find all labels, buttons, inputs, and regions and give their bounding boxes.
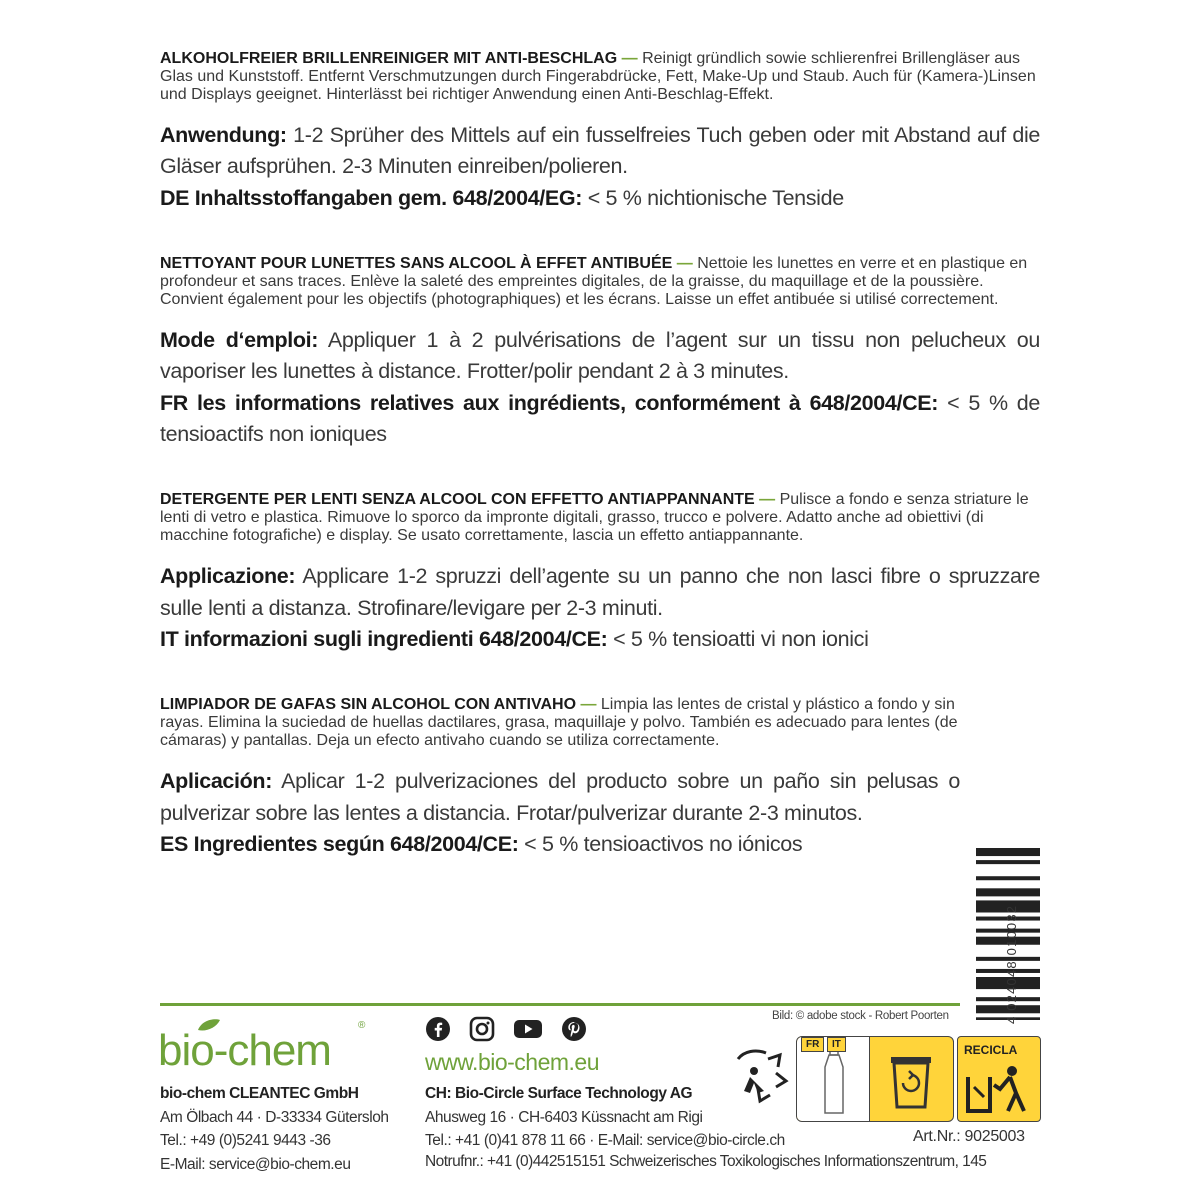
section-fr-ingredients	[160, 388, 1040, 451]
section-fr-desc: Nettoie les lunettes en verre et en plastique en profondeur et sans traces. Enlève la saleté des empreintes digitales, de la graisse, du maquillage et de la poussière. Convient également pour les objectifs (photographiques) et les écrans. Laisse un effet antibuée si utilisé correctement.	[160, 254, 1028, 308]
section-de-ingredients	[160, 183, 1040, 215]
section-de-usage	[160, 120, 1040, 183]
phone-email-ch: Tel.: +41 (0)41 878 11 66 · E-Mail: service@bio-circle.ch	[425, 1132, 785, 1149]
bottle-icon	[819, 1047, 849, 1117]
france-flag-icon	[160, 224, 202, 248]
section-fr-dash: —	[672, 254, 698, 272]
section-es-usage-label: Aplicación:	[160, 769, 273, 793]
instagram-icon[interactable]	[469, 1016, 495, 1042]
bio-chem-logo	[158, 1020, 365, 1076]
section-es-dash: —	[576, 696, 601, 713]
section-de-intro	[160, 18, 1040, 50]
emergency-number: Notrufnr.: +41 (0)442515151 Schweizerisches Toxikologisches Informationszentrum, 145	[425, 1153, 987, 1170]
section-it-ingredients-label: IT informazioni sugli ingredienti 648/2004/CE:	[160, 627, 608, 651]
company-name-de: bio-chem CLEANTEC GmbH	[160, 1085, 359, 1102]
recicla-symbol	[957, 1036, 1041, 1122]
section-it	[160, 460, 1040, 656]
section-it-usage-label: Applicazione:	[160, 564, 296, 588]
section-it-title: DETERGENTE PER LENTI SENZA ALCOOL CON EFFETTO ANTIAPPANNANTE	[160, 491, 755, 508]
social-icons	[425, 1016, 587, 1042]
recycle-triman-icon	[730, 1045, 792, 1107]
section-es-usage	[160, 766, 960, 829]
section-fr-ingredients-text: < 5 % de tensioactifs non ioniques	[160, 390, 1041, 446]
section-it-usage-text: Applicare 1-2 spruzzi dell’agente su un panno che non lasci fibre o spruzzare sulle lenti a distanza. Strofinare/levigare per 2-3 minuti.	[160, 564, 1040, 620]
section-es-desc: Limpia las lentes de cristal y plástico a fondo y sin rayas. Elimina la suciedad de huellas dactilares, grasa, maquillaje y polvo. También es adecuado para lentes (de cámaras) y pantallas. Deja un efecto antivaho cuando se utiliza correctamente.	[160, 696, 958, 749]
section-de-ingredients-text: < 5 % nichtionische Tenside	[582, 185, 844, 210]
recicla-label: RECICLA	[964, 1043, 1018, 1057]
section-it-ingredients	[160, 624, 1040, 656]
section-it-intro	[160, 460, 1040, 492]
street-ch: Ahusweg 16 · CH-6403 Küssnacht am Rigi	[425, 1108, 703, 1126]
email-de[interactable]: E-Mail: service@bio-chem.eu	[160, 1155, 351, 1173]
section-de-ingredients-label: DE Inhaltsstoffangaben gem. 648/2004/EG:	[160, 185, 583, 210]
italy-flag-icon	[160, 461, 202, 485]
section-it-desc: Pulisce a fondo e senza striature le lenti di vetro e plastica. Rimuove lo sporco da impronte digitali, grasso, trucco e polvere. Adatto anche ad obiettivi (di macchine fotografiche) e display. Se usato correttamente, lascia un effetto antiappannante.	[160, 491, 1029, 544]
germany-flag-icon	[160, 19, 202, 43]
section-es	[160, 665, 960, 861]
section-fr-ingredients-label: FR les informations relatives aux ingrédients, conformément à 648/2004/CE:	[160, 390, 939, 415]
section-it-ingredients-text: < 5 % tensioatti vi non ionici	[607, 627, 869, 651]
address-germany	[160, 1082, 389, 1176]
it-tag: IT	[827, 1037, 846, 1052]
section-de	[160, 18, 1040, 214]
street-de: Am Ölbach 44 · D-33334 Gütersloh	[160, 1108, 389, 1126]
section-es-title: LIMPIADOR DE GAFAS SIN ALCOHOL CON ANTIVAHO	[160, 696, 577, 713]
website-link[interactable]: www.bio-chem.eu	[425, 1049, 600, 1075]
section-es-ingredients-label: ES Ingredientes según 648/2004/CE:	[160, 832, 519, 856]
section-fr-intro	[160, 223, 1040, 255]
fr-it-sorting-info	[796, 1036, 954, 1122]
logo-text: bio-chem	[158, 1026, 331, 1075]
registered-mark-icon: ®	[358, 1020, 365, 1031]
phone-de: Tel.: +49 (0)5241 9443 -36	[160, 1132, 331, 1149]
article-number: Art.Nr.: 9025003	[913, 1128, 1025, 1145]
waste-bin-icon	[885, 1049, 937, 1111]
recicla-person-bin-icon	[964, 1063, 1034, 1115]
section-es-ingredients-text: < 5 % tensioactivos no iónicos	[518, 832, 803, 856]
section-de-dash: —	[617, 49, 643, 67]
section-de-desc: Reinigt gründlich sowie schlierenfrei Brillengläser aus Glas und Kunststoff. Entfernt Verschmutzungen durch Fingerabdrücke, Fett, Make-Up und Staub. Auch für (Kamera-)Linsen und Displays geeignet. Hinterlässt bei richtiger Anwendung einen Anti-Beschlag-Effekt.	[160, 49, 1036, 103]
section-fr-usage-label: Mode d‘emploi:	[160, 327, 319, 352]
fr-tag: FR	[801, 1037, 824, 1052]
section-it-usage	[160, 561, 1040, 624]
section-fr	[160, 223, 1040, 451]
section-de-usage-text: 1-2 Sprüher des Mittels auf ein fusselfreies Tuch geben oder mit Abstand auf die Gläser aufsprühen. 2-3 Minuten einreiben/polieren.	[160, 122, 1040, 178]
image-credit: Bild: © adobe stock - Robert Poorten	[772, 1010, 949, 1022]
section-de-usage-label: Anwendung:	[160, 122, 287, 147]
barcode-number: 4 024048 010032	[1004, 904, 1019, 1024]
section-it-dash: —	[754, 491, 780, 508]
section-fr-title: NETTOYANT POUR LUNETTES SANS ALCOOL À EFFET ANTIBUÉE	[160, 254, 673, 272]
section-es-ingredients	[160, 829, 960, 861]
section-es-intro	[160, 665, 1040, 697]
section-de-title: ALKOHOLFREIER BRILLENREINIGER MIT ANTI-BESCHLAG	[160, 49, 618, 67]
section-es-usage-text: Aplicar 1-2 pulverizaciones del producto sobre un paño sin pelusas o pulverizar sobre las lentes a distancia. Frotar/pulverizar durante 2-3 minutos.	[160, 769, 960, 825]
spain-flag-icon	[160, 666, 202, 690]
footer-divider	[160, 1003, 960, 1006]
facebook-icon[interactable]	[425, 1016, 451, 1042]
youtube-icon[interactable]	[513, 1016, 543, 1042]
section-fr-usage-text: Appliquer 1 à 2 pulvérisations de l’agent sur un tissu non pelucheux ou vaporiser les lunettes à distance. Frotter/polir pendant 2 à 3 minutes.	[160, 327, 1040, 383]
pinterest-icon[interactable]	[561, 1016, 587, 1042]
label-text-content	[160, 18, 1040, 870]
company-name-ch: CH: Bio-Circle Surface Technology AG	[425, 1085, 693, 1102]
section-fr-usage	[160, 325, 1040, 388]
